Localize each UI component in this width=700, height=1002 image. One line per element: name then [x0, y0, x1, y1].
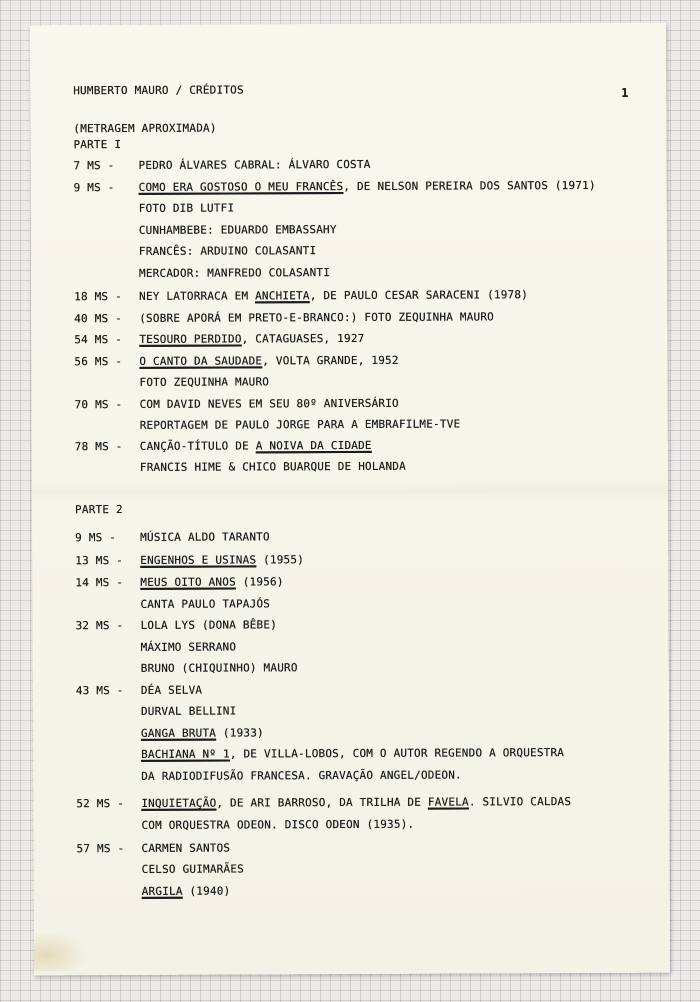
- entry-time: 13 MS -: [75, 553, 124, 568]
- entry-line: MERCADOR: MANFREDO COLASANTI: [138, 266, 331, 280]
- entry-time: 40 MS -: [74, 311, 123, 326]
- entry-line: CELSO GUIMARÃES: [141, 862, 244, 876]
- entry-line: FRANCÊS: ARDUINO COLASANTI: [138, 244, 317, 258]
- entry-line: O CANTO DA SAUDADE, VOLTA GRANDE, 1952: [139, 353, 399, 368]
- typed-document-sheet: [30, 23, 670, 976]
- entry-time: 78 MS -: [74, 439, 123, 454]
- entry-line: NEY LATORRACA EM ANCHIETA, DE PAULO CESAR SARACENI (1978): [139, 288, 529, 303]
- entry-line: CARMEN SANTOS: [141, 841, 231, 855]
- section-heading-parte-1: PARTE I: [73, 137, 122, 152]
- entry-line: BACHIANA Nº 1, DE VILLA-LOBOS, COM O AUTOR REGENDO A ORQUESTRA: [141, 746, 565, 761]
- entry-time: 54 MS -: [74, 332, 123, 347]
- entry-time: 9 MS -: [75, 531, 117, 545]
- entry-line: REPORTAGEM DE PAULO JORGE PARA A EMBRAFILME-TVE: [139, 417, 461, 432]
- entry-time: 32 MS -: [75, 618, 124, 633]
- entry-line: CUNHAMBEBE: EDUARDO EMBASSAHY: [138, 223, 337, 237]
- entry-line: DURVAL BELLINI: [140, 704, 237, 718]
- entry-time: 9 MS -: [73, 181, 115, 195]
- entry-line: DA RADIODIFUSÃO FRANCESA. GRAVAÇÃO ANGEL/ODEON.: [141, 768, 462, 783]
- entry-line: FOTO DIB LUTFI: [138, 201, 235, 215]
- entry-line: BRUNO (CHIQUINHO) MAURO: [140, 661, 298, 675]
- paper-stain: [30, 931, 88, 971]
- entry-line: COMO ERA GOSTOSO O MEU FRANCÊS, DE NELSON PEREIRA DOS SANTOS (1971): [138, 178, 596, 194]
- page-number: 1: [621, 85, 629, 100]
- entry-line: FOTO ZEQUINHA MAURO: [139, 375, 270, 389]
- entry-time: 56 MS -: [74, 354, 123, 369]
- entry-line: CANTA PAULO TAPAJÓS: [140, 597, 271, 611]
- entry-time: 70 MS -: [74, 397, 123, 412]
- entry-line: MÁXIMO SERRANO: [140, 640, 237, 654]
- entry-line: LOLA LYS (DONA BÊBE): [140, 618, 278, 632]
- entry-line: MEUS OITO ANOS (1956): [140, 575, 284, 589]
- entry-line: PEDRO ÁLVARES CABRAL: ÁLVARO COSTA: [138, 157, 371, 172]
- entry-line: COM DAVID NEVES EM SEU 80º ANIVERSÁRIO: [139, 396, 399, 411]
- measurement-note: (METRAGEM APROXIMADA): [73, 121, 217, 136]
- entry-line: ARGILA (1940): [141, 884, 231, 898]
- entry-time: 14 MS -: [75, 575, 124, 590]
- entry-line: MÚSICA ALDO TARANTO: [140, 530, 270, 544]
- entry-time: 52 MS -: [76, 796, 125, 811]
- entry-time: 43 MS -: [75, 683, 124, 698]
- entry-line: TESOURO PERDIDO, CATAGUASES, 1927: [139, 331, 365, 346]
- entry-line: INQUIETAÇÃO, DE ARI BARROSO, DA TRILHA DE FAVELA. SILVIO CALDAS: [141, 795, 572, 810]
- entry-line: CANÇÃO-TÍTULO DE A NOIVA DA CIDADE: [139, 438, 372, 453]
- entry-line: ENGENHOS E USINAS (1955): [140, 553, 305, 567]
- entry-line: (SOBRE APORÁ EM PRETO-E-BRANCO:) FOTO ZEQUINHA MAURO: [139, 310, 495, 325]
- entry-line: COM ORQUESTRA ODEON. DISCO ODEON (1935).: [141, 817, 415, 832]
- document-title: HUMBERTO MAURO / CRÉDITOS: [73, 83, 244, 98]
- section-heading-parte-2: PARTE 2: [75, 502, 123, 517]
- entry-time: 57 MS -: [76, 841, 125, 856]
- entry-line: FRANCIS HIME & CHICO BUARQUE DE HOLANDA: [139, 459, 406, 474]
- document-body: [30, 23, 666, 898]
- entry-time: 7 MS -: [73, 159, 115, 173]
- entry-line: GANGA BRUTA (1933): [140, 726, 264, 740]
- entry-line: DÉA SELVA: [140, 683, 203, 697]
- entry-time: 18 MS -: [74, 289, 122, 304]
